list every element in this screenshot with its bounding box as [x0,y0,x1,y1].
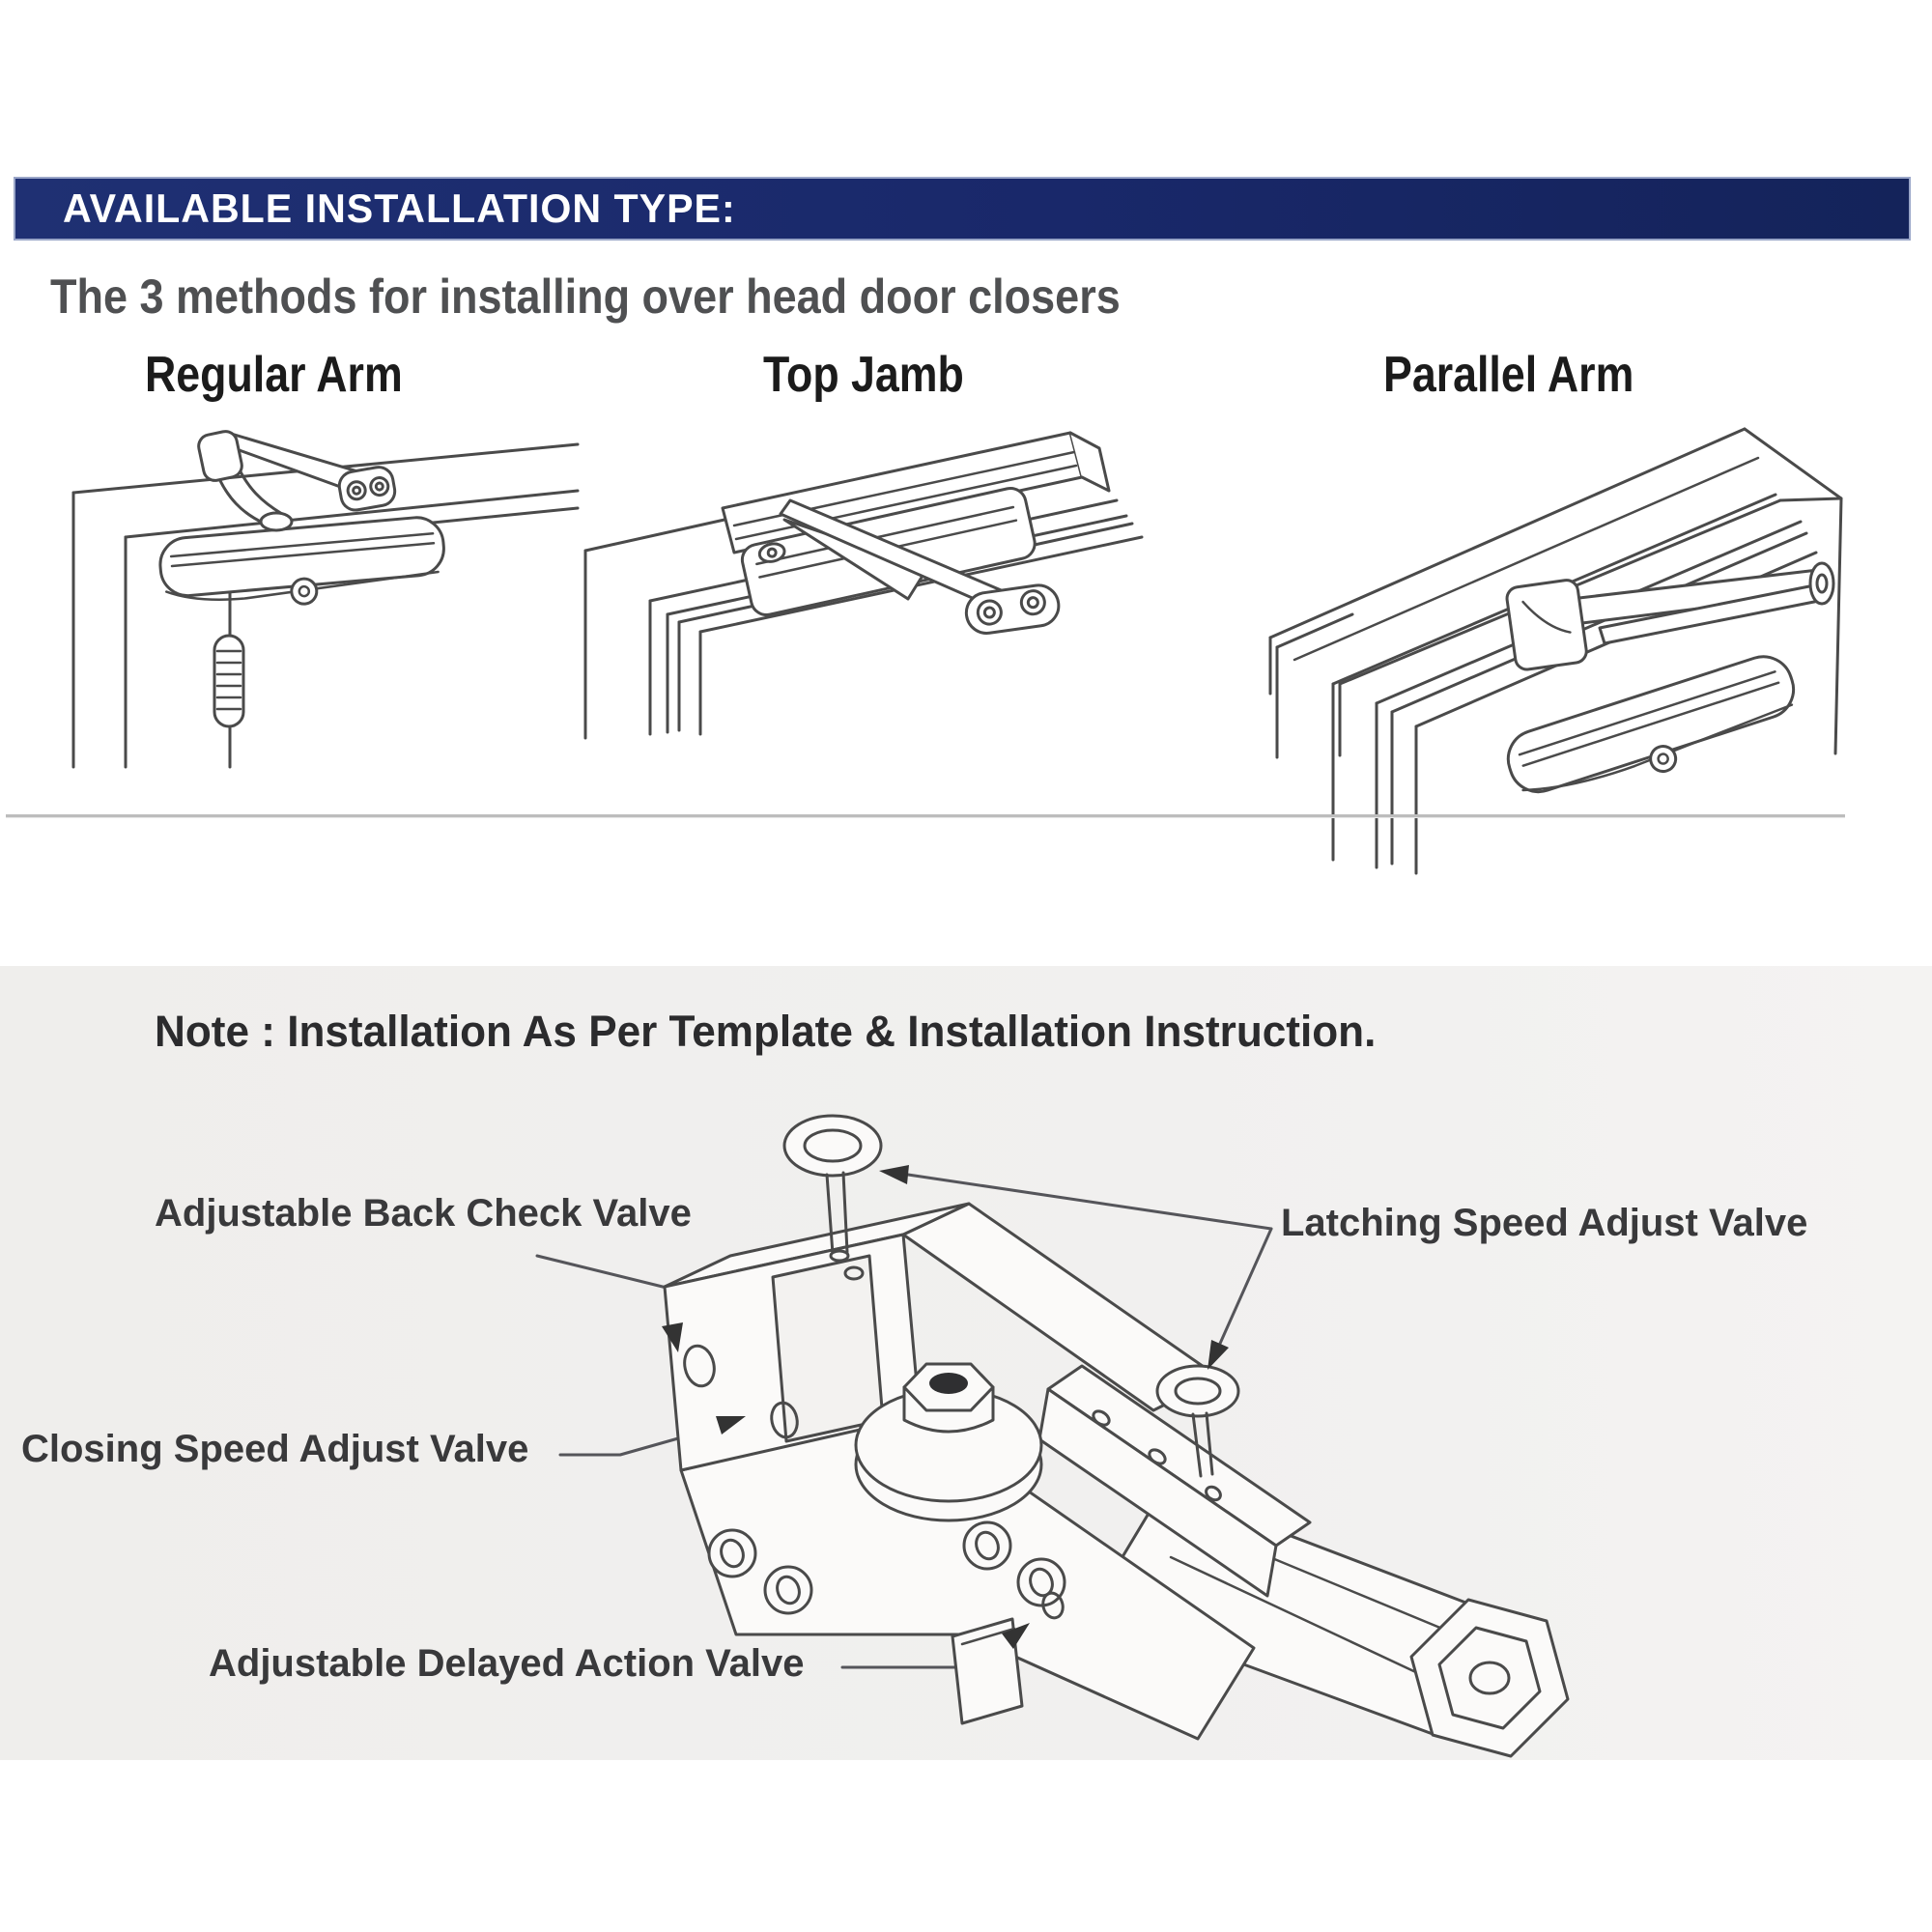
callout-back-check-valve: Adjustable Back Check Valve [155,1192,692,1235]
installation-note: Note : Installation As Per Template & Installation Instruction. [155,1007,1377,1056]
method-label-top-jamb: Top Jamb [763,347,964,403]
door-closer-diagram [0,966,1932,1760]
methods-heading: The 3 methods for installing over head door closers [50,270,1121,324]
section-banner [14,177,1911,241]
top-jamb-diagram [580,406,1198,792]
banner-title: AVAILABLE INSTALLATION TYPE: [63,185,736,231]
section-divider [6,814,1845,818]
method-label-regular-arm: Regular Arm [145,347,403,403]
callout-delayed-action-valve: Adjustable Delayed Action Valve [209,1642,805,1685]
regular-arm-diagram [48,406,580,773]
callout-latching-speed-valve: Latching Speed Adjust Valve [1281,1202,1808,1244]
method-label-parallel-arm: Parallel Arm [1383,347,1634,403]
note-panel [0,966,1932,1760]
callout-closing-speed-valve: Closing Speed Adjust Valve [21,1428,529,1470]
